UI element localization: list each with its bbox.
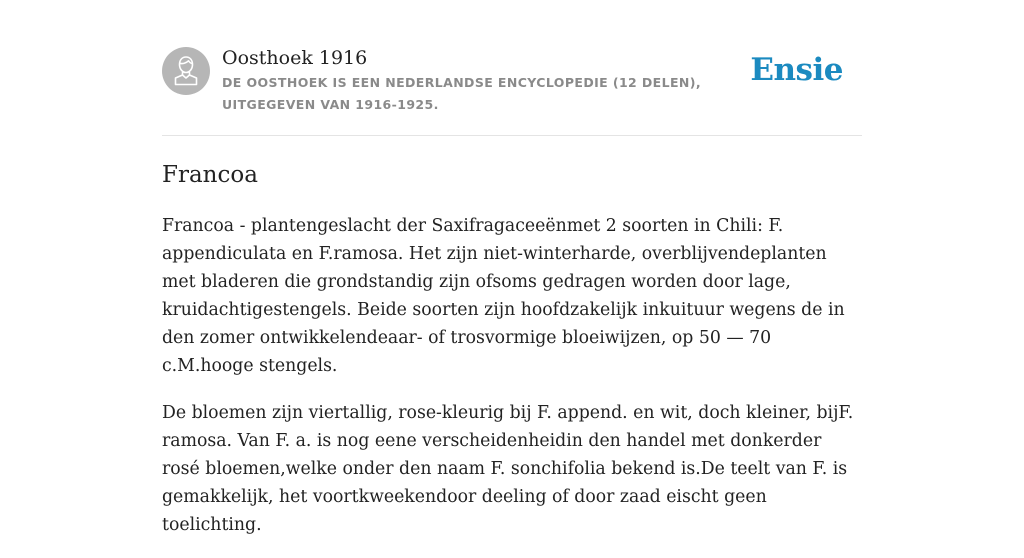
article-paragraph: Francoa - plantengeslacht der Saxifragaceeënmet 2 soorten in Chili: F. appendiculata en F.ramosa. Het zijn niet-winterharde, overblijvendeplanten met bladeren die grondstandig zijn ofsoms gedragen worden door lage, kruidachtigestengels. Beide soorten zijn hoofdzakelijk inkuituur wegens de in den zomer ontwikkelendeaar- of trosvormige bloeiwijzen, op 50 — 70 c.M.hooge stengels. bbox=[162, 216, 845, 376]
source-name[interactable]: Oosthoek 1916 bbox=[222, 47, 368, 69]
source-header bbox=[162, 46, 862, 136]
user-silhouette-icon bbox=[162, 47, 210, 95]
article-body bbox=[162, 212, 862, 558]
divider bbox=[162, 135, 862, 136]
avatar[interactable] bbox=[162, 47, 210, 95]
article-title: Francoa bbox=[162, 162, 258, 188]
source-description: DE OOSTHOEK IS EEN NEDERLANDSE ENCYCLOPEDIE (12 DELEN), UITGEGEVEN VAN 1916-1925. bbox=[222, 75, 702, 112]
article-paragraph: De bloemen zijn viertallig, rose-kleurig bij F. append. en wit, doch kleiner, bijF. ramosa. Van F. a. is nog eene verscheidenheidin den handel met donkerder rosé bloemen,welke onder den naam F. sonchifolia bekend is.De teelt van F. is gemakkelijk, het voortkweekendoor deeling of door zaad eischt geen toelichting. bbox=[162, 403, 854, 535]
brand-logo[interactable]: Ensie bbox=[750, 52, 843, 88]
